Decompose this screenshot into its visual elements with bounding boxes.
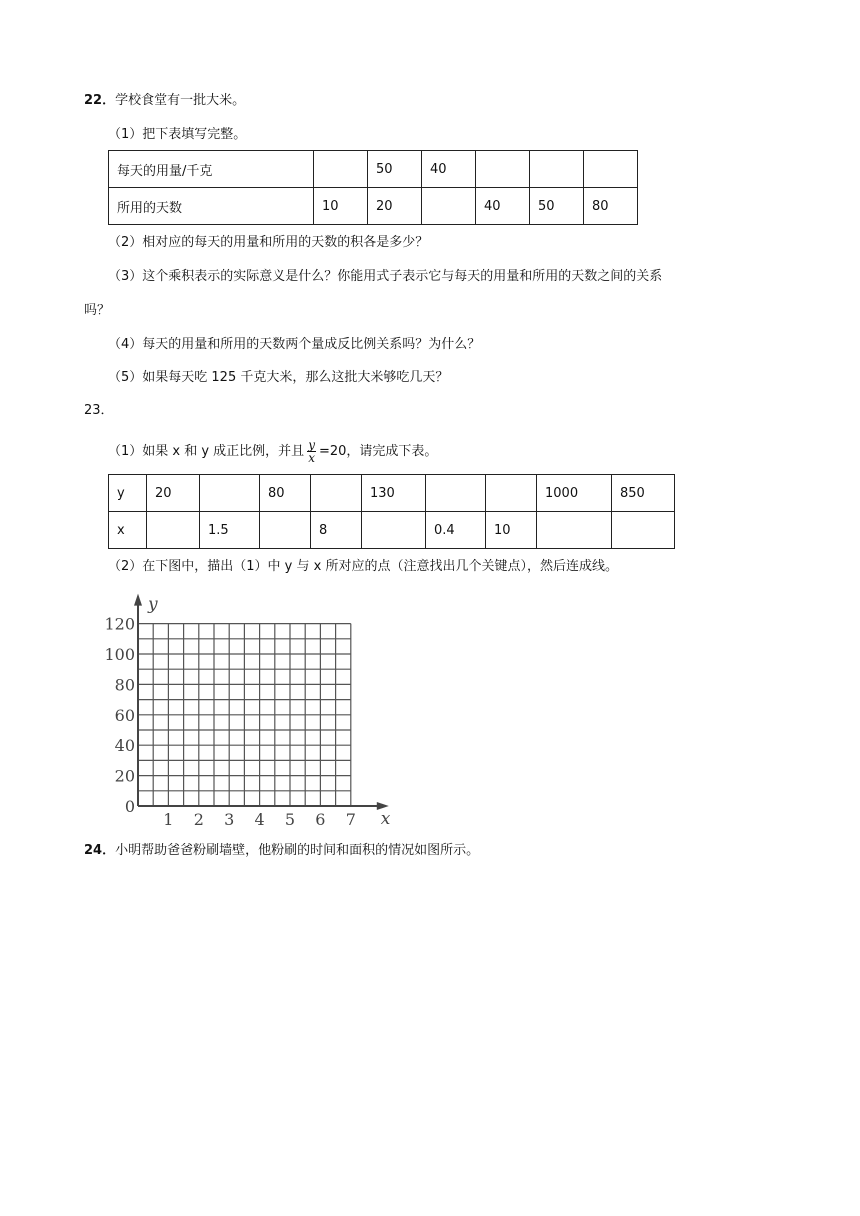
y-tick-label: 40 <box>114 736 135 756</box>
q23-cell <box>147 512 200 549</box>
q23-cell <box>426 475 486 512</box>
q23-part1-text: （1）如果 x 和 y 成正比例，并且 <box>108 444 305 459</box>
q23-cell: 10 <box>486 512 537 549</box>
x-tick-label: 6 <box>315 810 326 829</box>
y-tick-label: 0 <box>124 797 135 816</box>
q23-cell: 850 <box>612 475 675 512</box>
q22-cell <box>314 151 368 188</box>
y-tick-label: 80 <box>114 675 135 695</box>
q23-cell <box>612 512 675 549</box>
x-tick-label: 4 <box>254 810 265 829</box>
q23-cell: y <box>109 475 147 512</box>
q22-part3-line2: 吗？ <box>84 303 111 318</box>
q23-cell: 130 <box>362 475 426 512</box>
q22-heading <box>84 92 245 110</box>
y-tick-label: 120 <box>104 614 135 634</box>
y-axis-arrow <box>134 594 142 606</box>
q23-part2: （2）在下图中，描出（1）中 y 与 x 所对应的点（注意找出几个关键点），然后连成线。 <box>108 559 618 574</box>
q23-cell <box>311 475 362 512</box>
y-tick-label: 60 <box>114 705 135 725</box>
x-tick-label: 1 <box>163 810 174 829</box>
q22-table-row-usage <box>109 151 638 188</box>
q22-cell: 所用的天数 <box>109 188 314 225</box>
q23-cell <box>362 512 426 549</box>
q23-table-row-y <box>109 475 675 512</box>
y-over-x-fraction <box>307 439 316 464</box>
coordinate-grid <box>100 590 390 830</box>
q23-cell: x <box>109 512 147 549</box>
q23-cell: 80 <box>260 475 311 512</box>
q23-table-row-x <box>109 512 675 549</box>
x-axis-label: x <box>380 809 390 829</box>
q24-number: 24． <box>84 843 116 858</box>
q23-cell <box>200 475 260 512</box>
q22-cell <box>530 151 584 188</box>
q22-cell: 每天的用量/千克 <box>109 151 314 188</box>
q22-part2: （2）相对应的每天的用量和所用的天数的积各是多少？ <box>108 235 429 250</box>
q22-cell: 40 <box>476 188 530 225</box>
q23-cell <box>537 512 612 549</box>
q22-stem: 学校食堂有一批大米。 <box>115 93 246 108</box>
q22-cell: 10 <box>314 188 368 225</box>
y-tick-label: 100 <box>104 645 135 664</box>
q22-cell <box>422 188 476 225</box>
q23-cell <box>486 475 537 512</box>
q22-part4: （4）每天的用量和所用的天数两个量成反比例关系吗？为什么？ <box>108 337 481 352</box>
q22-table <box>108 150 638 225</box>
q23-part1 <box>108 437 437 467</box>
q22-cell <box>476 151 530 188</box>
q23-part1-text-end: =20，请完成下表。 <box>318 444 438 459</box>
q23-cell: 1000 <box>537 475 612 512</box>
grid-lines <box>138 624 351 806</box>
q22-part3-line1: （3）这个乘积表示的实际意义是什么？你能用式子表示它与每天的用量和所用的天数之间的关系 <box>108 269 663 284</box>
y-tick-label: 20 <box>114 766 135 786</box>
q24-heading <box>84 842 479 860</box>
q22-part5: （5）如果每天吃 125 千克大米，那么这批大米够吃几天？ <box>108 370 449 385</box>
q22-cell: 50 <box>368 151 422 188</box>
fraction-numerator: y <box>308 438 315 452</box>
fraction-denominator: x <box>308 451 315 465</box>
q22-cell: 20 <box>368 188 422 225</box>
q23-cell <box>260 512 311 549</box>
q22-cell: 50 <box>530 188 584 225</box>
q23-cell: 20 <box>147 475 200 512</box>
q23-table <box>108 474 675 549</box>
x-tick-label: 5 <box>284 810 296 829</box>
x-tick-label: 7 <box>345 810 356 829</box>
q22-cell: 40 <box>422 151 476 188</box>
q22-part1: （1）把下表填写完整。 <box>108 127 247 142</box>
q23-cell: 8 <box>311 512 362 549</box>
q23-cell: 1.5 <box>200 512 260 549</box>
q22-cell <box>584 151 638 188</box>
x-tick-label: 2 <box>193 810 204 829</box>
q22-number: 22． <box>84 93 116 108</box>
q23-cell: 0.4 <box>426 512 486 549</box>
q22-table-row-days <box>109 188 638 225</box>
q24-stem: 小明帮助爸爸粉刷墙壁，他粉刷的时间和面积的情况如图所示。 <box>115 843 480 858</box>
q23-number: 23． <box>84 403 114 418</box>
y-axis-label: y <box>148 594 158 615</box>
q22-cell: 80 <box>584 188 638 225</box>
x-tick-label: 3 <box>224 810 235 829</box>
tick-labels <box>104 595 390 829</box>
